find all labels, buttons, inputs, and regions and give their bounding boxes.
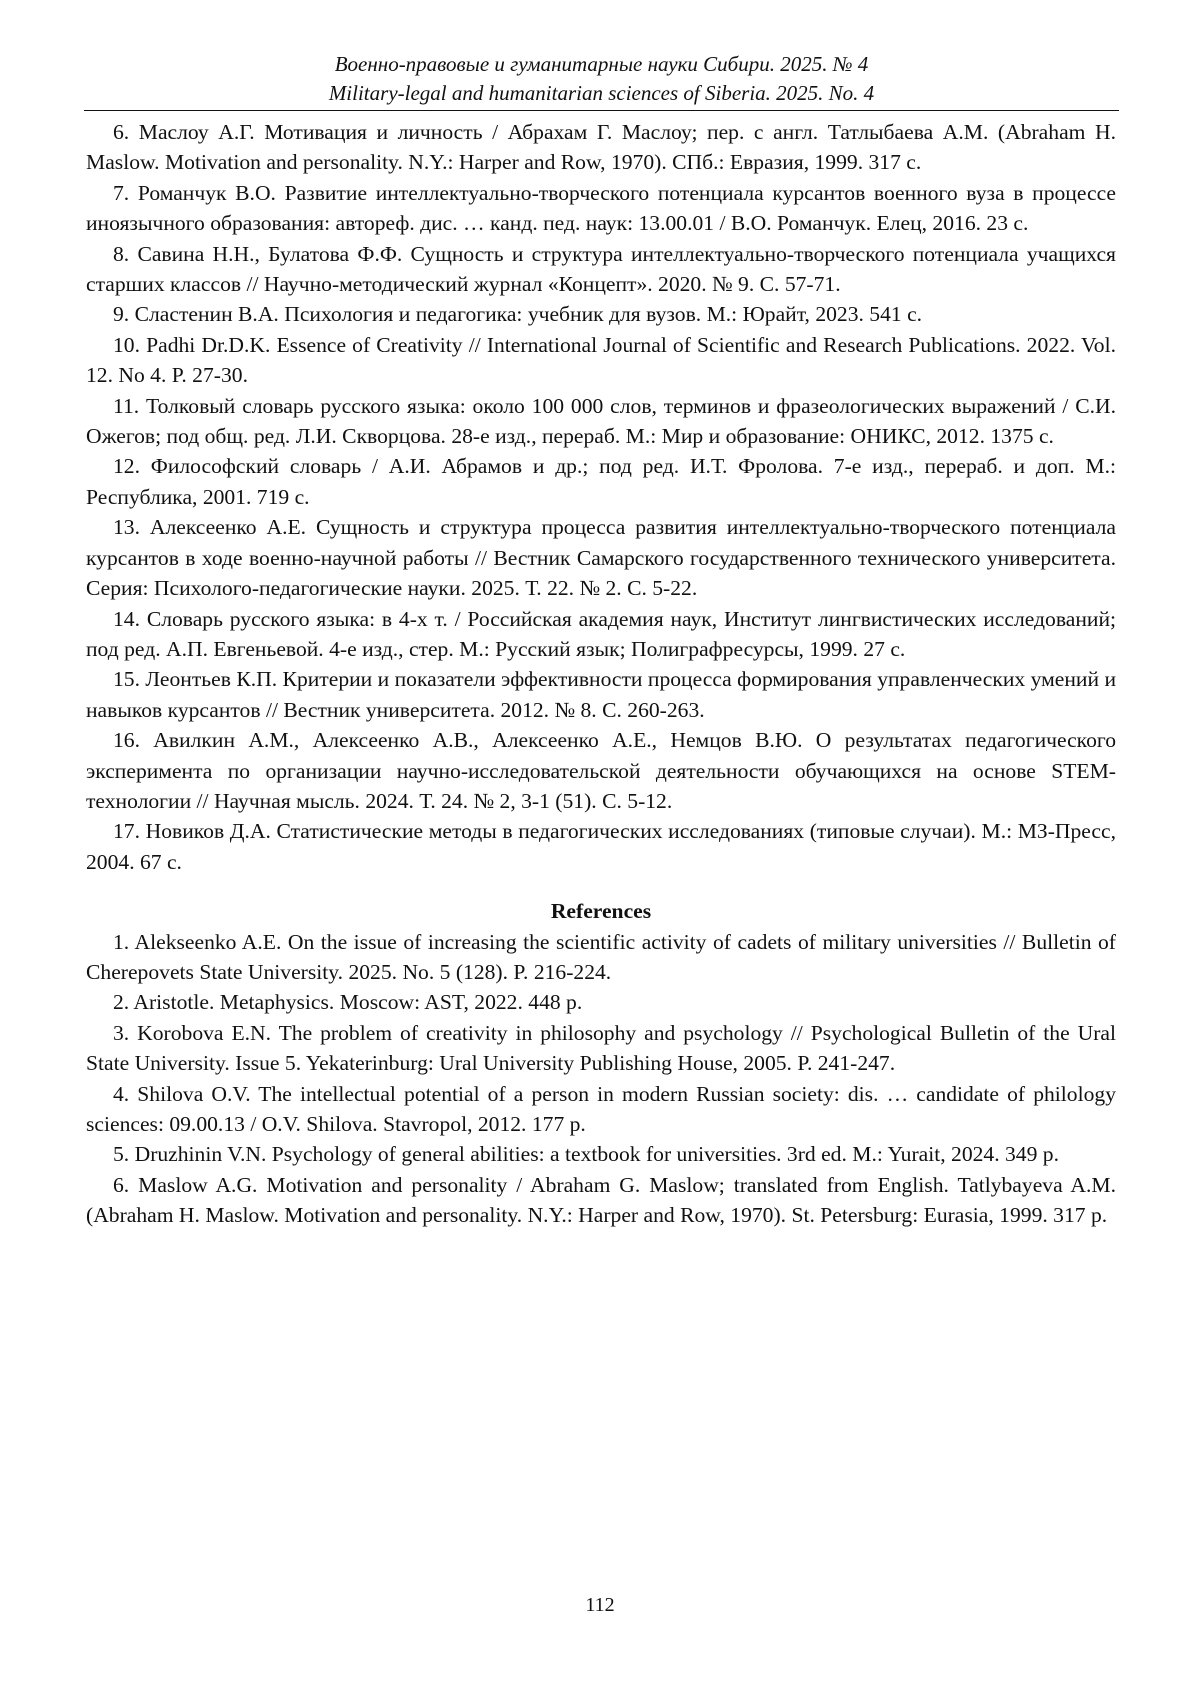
- reference-entry: 3. Korobova E.N. The problem of creativity in philosophy and psychology // Psychological Bulletin of the Ural State University. Issue 5. Yekaterinburg: Ural University Publishing House, 2005. P. 241-247.: [86, 1020, 1116, 1076]
- bibliography-entry: 6. Маслоу А.Г. Мотивация и личность / Абрахам Г. Маслоу; пер. с англ. Татлыбаева А.М. (Abraham H. Maslow. Motivation and personality. N.Y.: Harper and Row, 1970). СПб.: Евразия, 1999. 317 с.: [86, 120, 1116, 175]
- bibliography-entry: 8. Савина Н.Н., Булатова Ф.Ф. Сущность и структура интеллектуально-творческого потенциала учащихся старших классов // Научно-методический журнал «Концепт». 2020. № 9. С. 57-71.: [86, 241, 1116, 297]
- reference-entry: 2. Aristotle. Metaphysics. Moscow: AST, 2022. 448 p.: [113, 990, 583, 1015]
- page-number: 112: [585, 1594, 615, 1616]
- bibliography-list: [86, 117, 1116, 877]
- journal-header: [84, 50, 1119, 108]
- references-heading: References: [550, 899, 652, 924]
- bibliography-entry: 17. Новиков Д.А. Статистические методы в педагогических исследованиях (типовые случаи). М.: МЗ-Пресс, 2004. 67 с.: [86, 819, 1116, 874]
- bibliography-entry: 13. Алексеенко А.Е. Сущность и структура процесса развития интеллектуально-творческого потенциала курсантов в ходе военно-научной работы // Вестник Самарского государственного технического университета. Серия: Психолого-педагогические науки. 2025. Т. 22. № 2. С. 5-22.: [86, 515, 1116, 601]
- bibliography-entry: 10. Padhi Dr.D.K. Essence of Creativity // International Journal of Scientific and Research Publications. 2022. Vol. 12. No 4. P. 27-30.: [86, 332, 1116, 388]
- journal-title-en: Military-legal and humanitarian sciences of Siberia. 2025. No. 4: [328, 81, 875, 105]
- header-rule: [84, 110, 1119, 111]
- page-content: [86, 117, 1116, 1231]
- bibliography-entry: 7. Романчук В.О. Развитие интеллектуально-творческого потенциала курсантов военного вуза в процессе иноязычного образования: автореф. дис. … канд. пед. наук: 13.00.01 / В.О. Романчук. Елец, 2016. 23 с.: [86, 180, 1116, 236]
- bibliography-entry: 16. Авилкин А.М., Алексеенко А.В., Алексеенко А.Е., Немцов В.Ю. О результатах педагогического эксперимента по организации научно-исследовательской деятельности обучающихся на основе STEM-технологии // Научная мысль. 2024. Т. 24. № 2, 3-1 (51). С. 5-12.: [86, 728, 1116, 813]
- reference-entry: 6. Maslow A.G. Motivation and personality / Abraham G. Maslow; translated from English. Tatlybayeva A.M. (Abraham H. Maslow. Motivation and personality. N.Y.: Harper and Row, 1970). St. Petersburg: Eurasia, 1999. 317 p.: [86, 1172, 1116, 1228]
- reference-entry: 5. Druzhinin V.N. Psychology of general abilities: a textbook for universities. 3rd ed. M.: Yurait, 2024. 349 p.: [113, 1142, 1059, 1167]
- bibliography-entry: 12. Философский словарь / А.И. Абрамов и др.; под ред. И.Т. Фролова. 7-е изд., перераб. и доп. М.: Республика, 2001. 719 с.: [86, 454, 1116, 509]
- bibliography-entry: 15. Леонтьев К.П. Критерии и показатели эффективности процесса формирования управленческих умений и навыков курсантов // Вестник университета. 2012. № 8. С. 260-263.: [86, 667, 1116, 722]
- bibliography-entry: 9. Сластенин В.А. Психология и педагогика: учебник для вузов. М.: Юрайт, 2023. 541 с.: [113, 302, 923, 327]
- reference-entry: 4. Shilova O.V. The intellectual potential of a person in modern Russian society: dis. … candidate of philology sciences: 09.00.13 / O.V. Shilova. Stavropol, 2012. 177 p.: [86, 1081, 1116, 1136]
- bibliography-entry: 14. Словарь русского языка: в 4-х т. / Российская академия наук, Институт лингвистических исследований; под ред. А.П. Евгеньевой. 4-е изд., стер. М.: Русский язык; Полиграфресурсы, 1999. 27 с.: [86, 606, 1116, 661]
- reference-entry: 1. Alekseenko A.E. On the issue of increasing the scientific activity of cadets of military universities // Bulletin of Cherepovets State University. 2025. No. 5 (128). P. 216-224.: [86, 929, 1116, 984]
- journal-title-ru: Военно-правовые и гуманитарные науки Сибири. 2025. № 4: [334, 52, 869, 76]
- references-list: [86, 927, 1116, 1231]
- bibliography-entry: 11. Толковый словарь русского языка: около 100 000 слов, терминов и фразеологических выражений / С.И. Ожегов; под общ. ред. Л.И. Скворцова. 28-е изд., перераб. М.: Мир и образование: ОНИКС, 2012. 1375 с.: [86, 393, 1116, 449]
